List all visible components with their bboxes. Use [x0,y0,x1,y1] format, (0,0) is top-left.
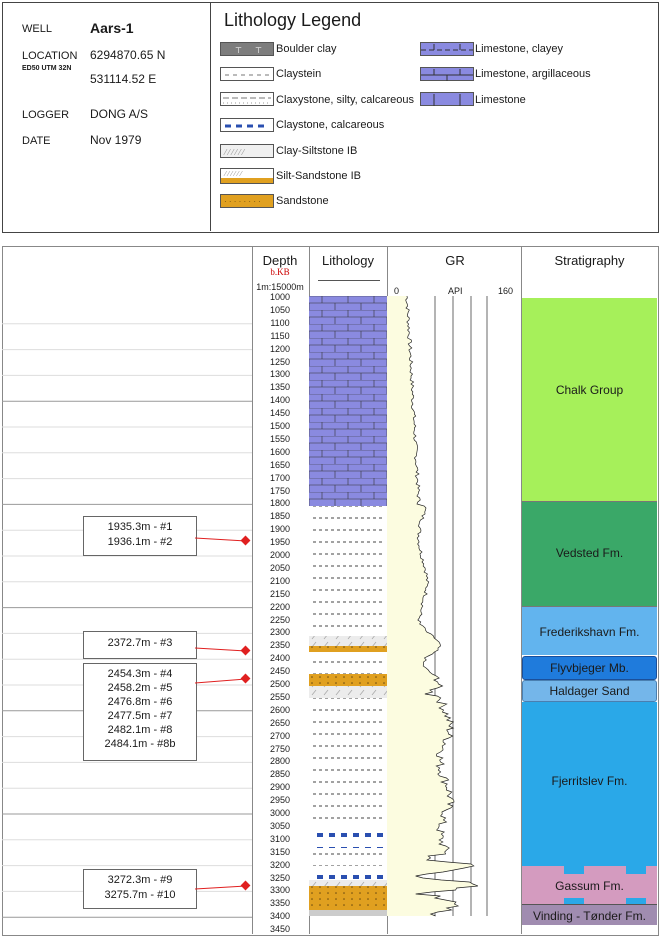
strat-chalk-label: Chalk Group [555,383,624,397]
connector-line [195,679,246,683]
depth-tick-label: 3200 [269,859,291,870]
depth-tick-label: 1150 [270,330,290,341]
strat-frederikshavn-label: Frederikshavn Fm. [539,625,640,639]
depth-tick-label: 1950 [269,537,291,548]
strat-gassum-label: Gassum Fm. [555,879,624,893]
sample-line: 2476.8m - #6 [107,696,173,708]
lithology-header: Lithology [321,253,375,268]
depth-tick-label: 1050 [269,304,291,315]
depth-tick-label: 3150 [269,846,291,857]
strat-fjerritslev-label: Fjerritslev Fm. [551,774,628,788]
depth-tick-label: 2500 [269,679,291,689]
sample-line: 2454.3m - #4 [107,668,173,680]
depth-tick-label: 1100 [270,317,290,328]
gr-min: 0 [394,286,400,296]
depth-tick-label: 2700 [269,730,291,741]
depth-tick-label: 1450 [269,408,291,419]
depth-tick-label: 2400 [269,653,291,664]
depth-tick-label: 1550 [269,433,291,444]
depth-tick-label: 1700 [269,472,291,483]
sample-line: 1935.3m - #1 [107,521,173,533]
svg-text:· · · · · · · ·: · · · · · · · · [224,197,261,206]
legend-boulder-clay: Boulder clay [276,43,337,55]
svg-text:⁄ ⁄ ⁄ ⁄ ⁄ ⁄: ⁄ ⁄ ⁄ ⁄ ⁄ ⁄ [225,148,245,157]
depth-tick-label: 2300 [269,627,291,638]
depth-tick-label: 1800 [269,498,291,509]
depth-tick-label: 3250 [269,872,291,883]
depth-tick-label: 2050 [269,562,291,573]
sample-line: 3275.7m - #10 [104,889,176,901]
depth-tick-label: 1850 [269,511,291,522]
depth-tick-label: 1350 [269,382,291,393]
svg-text:⁄ ⁄ ⁄ ⁄ ⁄ ⁄: ⁄ ⁄ ⁄ ⁄ ⁄ ⁄ [225,171,242,178]
depth-header: Depth [262,253,298,268]
depth-tick-label: 2900 [269,782,291,793]
logger-value: DONG A/S [90,107,149,121]
svg-text:⊤: ⊤ [235,46,242,55]
strat-vedsted-label: Vedsted Fm. [555,546,624,560]
location-east: 531114.52 E [90,72,157,86]
marker-diamond [241,674,251,684]
depth-tick-label: 2550 [269,691,291,702]
depth-tick-label: 2100 [269,575,291,586]
depth-tick-label: 3050 [269,820,291,831]
stratigraphy-header: Stratigraphy [554,253,625,268]
well-label: WELL [22,23,52,35]
legend-calcareous-claystone: Claystone, calcareous [276,119,385,131]
gr-max: 160 [498,286,514,296]
depth-tick-label: 2750 [269,743,291,754]
marker-diamond [241,646,251,656]
depth-tick-label: 2450 [269,666,291,677]
depth-tick-label: 2000 [269,550,291,560]
sample-line: 2477.5m - #7 [107,710,173,722]
marker-diamond [241,536,251,546]
legend-clay-siltstone: Clay-Siltstone IB [276,145,358,157]
sample-line: 2482.1m - #8 [107,724,173,736]
depth-tick-label: 2600 [269,704,291,715]
svg-text:⊤: ⊤ [255,46,262,55]
logger-label: LOGGER [22,109,70,121]
legend-title: Lithology Legend [224,10,362,30]
strat-vinding-label: Vinding - Tønder Fm. [533,909,646,923]
date-label: DATE [22,135,51,147]
depth-tick-label: 1000 [269,292,291,302]
gr-header: GR [445,253,465,268]
depth-tick-label: 3350 [269,898,291,909]
depth-tick-label: 2250 [269,614,291,625]
sample-line: 3272.3m - #9 [107,874,173,886]
legend-sandstone: Sandstone [276,195,329,207]
depth-tick-label: 3000 [269,808,291,818]
depth-tick-label: 1900 [269,524,291,535]
depth-tick-label: 1650 [269,459,291,470]
depth-tick-label: 1500 [269,421,291,431]
depth-unit: b.KB [270,267,290,277]
location-sub: ED50 UTM 32N [22,65,72,72]
depth-tick-label: 1250 [269,356,291,367]
depth-tick-label: 1400 [269,395,291,406]
sample-line: 2484.1m - #8b [104,738,176,750]
legend-claystein: Claystein [276,68,322,80]
location-label: LOCATION [22,50,78,62]
location-north: 6294870.65 N [90,48,166,62]
depth-tick-label: 1300 [269,369,291,380]
depth-tick-label: 3100 [269,833,291,844]
depth-tick-label: 2850 [269,769,291,780]
connector-line [195,886,246,889]
legend-limestone-argillaceous: Limestone, argillaceous [475,68,591,80]
legend-silt-sandstone: Silt-Sandstone IB [276,170,361,182]
depth-tick-label: 2150 [269,588,291,599]
connector-line [195,538,246,541]
depth-tick-label: 3300 [269,885,291,896]
depth-tick-label: 3450 [269,924,291,935]
depth-tick-label: 2650 [269,717,291,728]
date-value: Nov 1979 [90,133,142,147]
depth-tick-label: 2800 [269,756,291,767]
sample-line: 2372.7m - #3 [107,637,173,649]
legend-limestone: Limestone [475,94,526,106]
legend-limestone-clayey: Limestone, clayey [475,43,564,55]
depth-tick-label: 2200 [269,601,291,612]
depth-scale: 1m:15000m [256,282,304,292]
gr-unit: API [448,286,463,296]
depth-tick-label: 1600 [269,446,291,457]
marker-diamond [241,881,251,891]
connector-line [195,648,246,651]
depth-tick-label: 1200 [269,343,291,354]
strat-haldager-label: Haldager Sand [549,684,630,698]
depth-tick-label: 1750 [269,485,291,496]
depth-tick-label: 2950 [269,795,291,806]
depth-tick-label: 2350 [269,640,291,651]
strat-flyvbjeger-label: Flyvbjeger Mb. [550,661,629,675]
legend-silty-claystone: Claxystone, silty, calcareous [276,94,414,106]
sample-line: 2458.2m - #5 [107,682,173,694]
well-value: Aars-1 [90,20,134,36]
depth-tick-label: 3400 [269,911,291,922]
sample-line: 1936.1m - #2 [107,536,173,548]
